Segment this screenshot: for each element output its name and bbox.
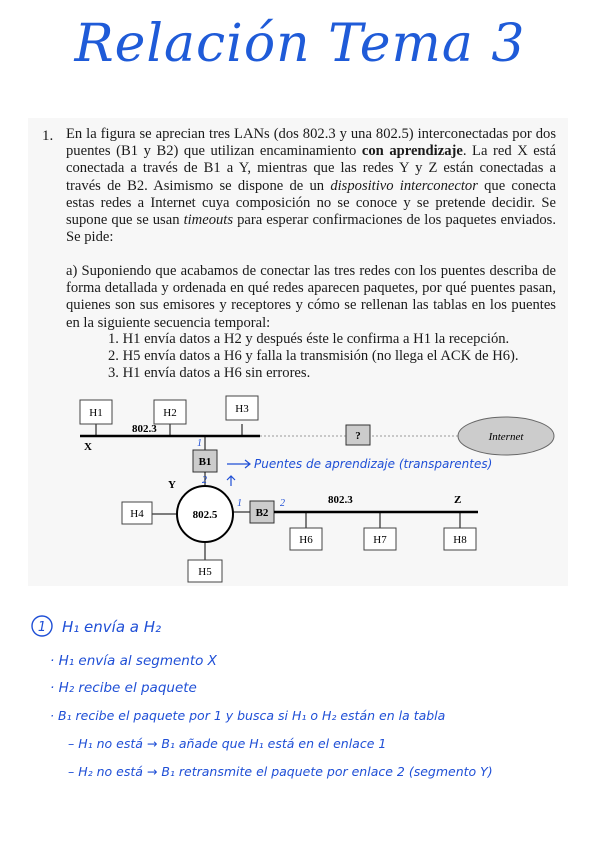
step-item: 3. H1 envía datos a H6 sin errores. (108, 365, 311, 382)
port-mark: 2 (280, 498, 285, 509)
host-label: H3 (235, 403, 249, 415)
note-line: · B₁ recibe el paquete por 1 y busca si H₁ o H₂ están en la tabla (50, 708, 446, 723)
intro-run: dispositivo interconector (330, 177, 478, 194)
page-title: Relación Tema 3 (74, 14, 526, 74)
bridge-label: B2 (255, 507, 269, 519)
host-label: H6 (299, 534, 313, 546)
net-label-y: Y (168, 479, 176, 491)
intro-run: En la figura se aprecian tres LANs (dos 802.3 y una 802.5) interconectadas por dos puentes (B1 y B2) que utilizan encaminamiento (66, 126, 556, 160)
step-item: 1. H1 envía datos a H2 y después éste le confirma a H1 la recepción. (108, 331, 510, 347)
internet-label: Internet (488, 431, 524, 443)
question-part-a: a) Suponiendo que acabamos de conectar las tres redes con los puentes describa de forma detallada y ordenada en qué redes aparecen paquetes, por qué puentes pasan, quienes son sus emisores y receptores y cómo se rellenan las tablas en los puentes en la siguiente secuencia temporal: (66, 263, 556, 331)
host-label: H7 (373, 534, 387, 546)
note-line: · H₁ envía al segmento X (50, 653, 217, 669)
net-label-z: Z (454, 494, 462, 506)
port-mark: 2 (202, 475, 207, 486)
intro-run: para esperar confirmaciones de los paquetes enviados. Se pide: (66, 212, 557, 246)
unknown-label: ? (355, 430, 361, 442)
arrow-icon (227, 476, 235, 486)
printed-exercise (28, 118, 568, 586)
step-circle (32, 616, 52, 636)
host-label: H5 (198, 566, 212, 578)
net-label-x: X (84, 441, 92, 453)
host-label: H2 (163, 407, 177, 419)
host-label: H4 (130, 508, 144, 520)
network-diagram (28, 390, 568, 586)
port-mark: 1 (237, 498, 242, 509)
intro-run: que conecta estas redes a Internet cuya composición no se conoce y se pretende decidir. Se supone que se usan (66, 177, 556, 229)
note-line: – H₂ no está → B₁ retransmite el paquete por enlace 2 (segmento Y) (68, 764, 493, 779)
step-list (108, 331, 519, 383)
arrow-icon (227, 460, 250, 468)
question-number: 1. (42, 128, 54, 144)
ring-label: 802.5 (192, 509, 218, 521)
lan-z-label: 802.3 (328, 494, 353, 506)
intro-run: . La red X está conectada a través de B1 a Y, mientras que las redes Y y Z están conectadas a través de B2. Asimismo se dispone de un (66, 143, 556, 194)
host-label: H8 (453, 534, 467, 546)
note-line: · H₂ recibe el paquete (50, 680, 197, 696)
notes-heading: H₁ envía a H₂ (62, 618, 162, 636)
bridge-annotation: Puentes de aprendizaje (transparentes) (254, 457, 493, 471)
intro-run: con aprendizaje (361, 143, 463, 160)
step-item: 2. H5 envía datos a H6 y falla la transmisión (no llega el ACK de H6). (108, 348, 519, 365)
lan-x-label: 802.3 (132, 423, 157, 435)
host-label: H1 (89, 407, 103, 419)
note-line: – H₁ no está → B₁ añade que H₁ está en el enlace 1 (68, 736, 387, 751)
step-number: 1 (37, 620, 47, 635)
intro-run: timeouts (183, 212, 234, 229)
bridge-label: B1 (198, 456, 212, 468)
question-intro (66, 126, 556, 246)
port-mark: 1 (197, 438, 202, 449)
